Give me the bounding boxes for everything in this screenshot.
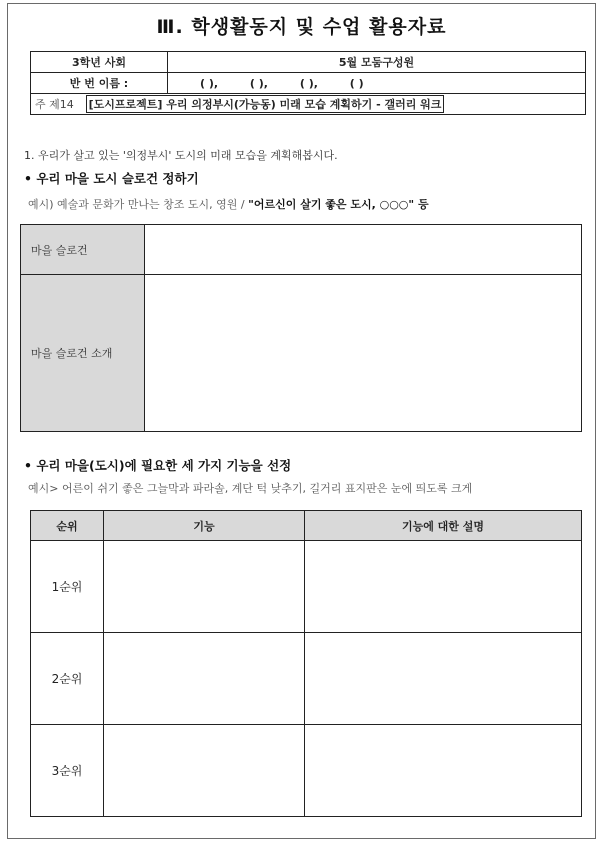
- name-blank-2[interactable]: ( ),: [249, 76, 268, 90]
- name-blanks[interactable]: [168, 73, 586, 94]
- section1-heading: • 우리 마을 도시 슬로건 정하기: [24, 171, 199, 186]
- function-cell[interactable]: [104, 725, 305, 817]
- grade-subject: 3학년 사회: [31, 52, 168, 73]
- table-row: [31, 725, 582, 817]
- topic-text: [도시프로젝트] 우리 의정부시(가능동) 미래 모습 계획하기 - 갤러리 워크: [86, 95, 445, 113]
- rank-cell: 2순위: [31, 633, 104, 725]
- section2-heading: • 우리 마을(도시)에 필요한 세 가지 기능을 선정: [24, 458, 292, 473]
- rank-cell: 3순위: [31, 725, 104, 817]
- name-label: 반 번 이름 :: [31, 73, 168, 94]
- section2-example: 예시> 어른이 쉬기 좋은 그늘막과 파라솔, 계단 턱 낮추기, 길거리 표지판은 눈에 띄도록 크게: [28, 482, 473, 495]
- rank-cell: 1순위: [31, 541, 104, 633]
- topic-row: [31, 94, 586, 115]
- slogan-input[interactable]: [145, 225, 582, 275]
- name-blank-3[interactable]: ( ),: [299, 76, 318, 90]
- function-cell[interactable]: [104, 633, 305, 725]
- worksheet-page: [7, 3, 596, 839]
- name-blank-4[interactable]: ( ): [349, 76, 364, 90]
- header-table: [30, 51, 586, 115]
- example-bold: "어르신이 살기 좋은 도시, ○○○" 등: [248, 198, 429, 211]
- slogan-label: 마을 슬로건: [21, 225, 145, 275]
- description-cell[interactable]: [305, 725, 582, 817]
- name-blank-1[interactable]: ( ),: [200, 76, 219, 90]
- table-row: [31, 633, 582, 725]
- table-row: [31, 541, 582, 633]
- col-description: 기능에 대한 설명: [305, 511, 582, 541]
- intro-text: 1. 우리가 살고 있는 '의정부시' 도시의 미래 모습을 계획해봅시다.: [24, 149, 338, 162]
- topic-label: 주 제14: [35, 98, 74, 111]
- slogan-intro-label: 마을 슬로건 소개: [21, 275, 145, 432]
- function-cell[interactable]: [104, 541, 305, 633]
- function-table: [30, 510, 582, 817]
- example-prefix: 예시) 예술과 문화가 만나는 창조 도시, 영원 /: [28, 198, 245, 211]
- col-rank: 순위: [31, 511, 104, 541]
- description-cell[interactable]: [305, 541, 582, 633]
- slogan-table: [20, 224, 582, 432]
- col-function: 기능: [104, 511, 305, 541]
- page-title: Ⅲ. 학생활동지 및 수업 활용자료: [156, 16, 447, 38]
- group-label: 5월 모둠구성원: [168, 52, 586, 73]
- section1-example: [28, 196, 429, 212]
- description-cell[interactable]: [305, 633, 582, 725]
- slogan-intro-input[interactable]: [145, 275, 582, 432]
